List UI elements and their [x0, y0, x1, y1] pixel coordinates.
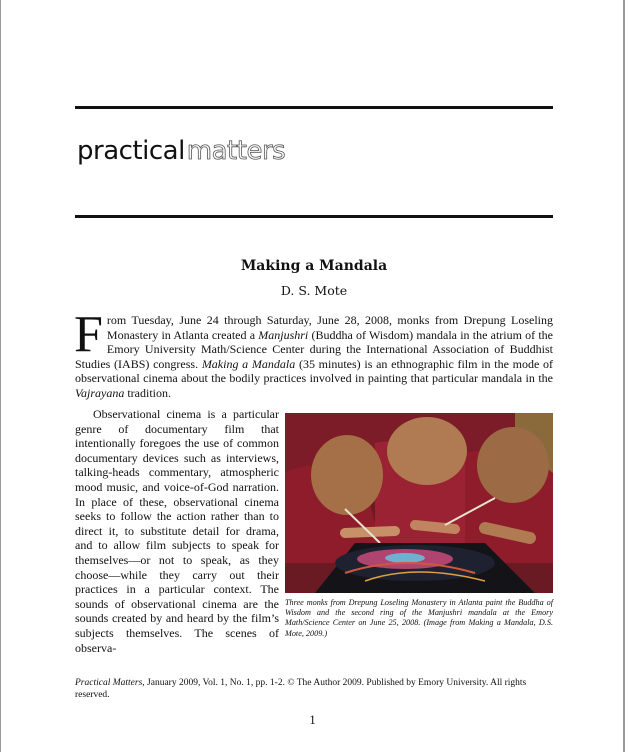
article-author: D. S. Mote	[280, 283, 348, 298]
masthead-rule-top	[75, 106, 553, 109]
masthead-word-practical: practical	[77, 136, 185, 166]
figure-photo-monks	[285, 413, 553, 593]
intro-text-1: rom Tuesday, June 24 through Saturday, June 28, 2008, monks from Drepung Loseling Monastery in Atlanta created a	[106, 313, 553, 342]
intro-text-2: (Buddha of Wisdom) mandala in the atrium of the Emory University Math/Science Center during the International Association of Buddhist Studies (IABS) congress.	[75, 327, 554, 371]
intro-text-4: tradition.	[124, 385, 172, 400]
page-number: 1	[309, 713, 316, 727]
footer-citation-text: , January 2009, Vol. 1, No. 1, pp. 1-2. © The Author 2009. Published by Emory University. All rights reserved.	[75, 678, 527, 700]
photo-illustration	[285, 413, 553, 593]
masthead-rule-bottom	[75, 215, 553, 218]
drop-cap: F	[74, 306, 103, 363]
paragraph-observational-cinema: Observational cinema is a particular genre of documentary film that intentionally foregoes the use of common documentary devices such as interviews, talking-heads commentary, atmospheric mood music, and voice-of-God narration. In place of these, observational cinema seeks to follow the action rather than to direct it, to substitute detail for drama, and to allow film subjects to speak for themselves—or not to speak, as they choose—while they carry out their practices in a particular context. The sounds of observational cinema are the sounds created by and heard by the film’s subjects themselves. The scenes of observa-	[75, 407, 279, 655]
journal-masthead	[77, 138, 285, 164]
intro-emphasis-vajrayana: Vajrayana	[75, 385, 125, 400]
figure-caption: Three monks from Drepung Loseling Monastery in Atlanta paint the Buddha of Wisdom and the second ring of the Manjushri mandala at the Emory Math/Science Center on June 25, 2008. (Image from Making a Mandala, D.S. Mote, 2009.)	[285, 598, 553, 638]
masthead-word-matters: matters	[186, 136, 286, 166]
footer-citation	[75, 677, 553, 701]
intro-text-3: (35 minutes) is an ethnographic film in the mode of observational cinema about the bodily practices involved in painting that particular mandala in the	[75, 356, 553, 386]
page-edge-left	[0, 0, 1, 752]
paragraph-intro	[74, 306, 554, 401]
article-title: Making a Mandala	[240, 258, 388, 274]
intro-emphasis-manjushri: Manjushri	[258, 327, 309, 342]
intro-emphasis-film-title: Making a Mandala	[201, 356, 296, 371]
footer-journal-name: Practical Matters	[75, 678, 143, 688]
